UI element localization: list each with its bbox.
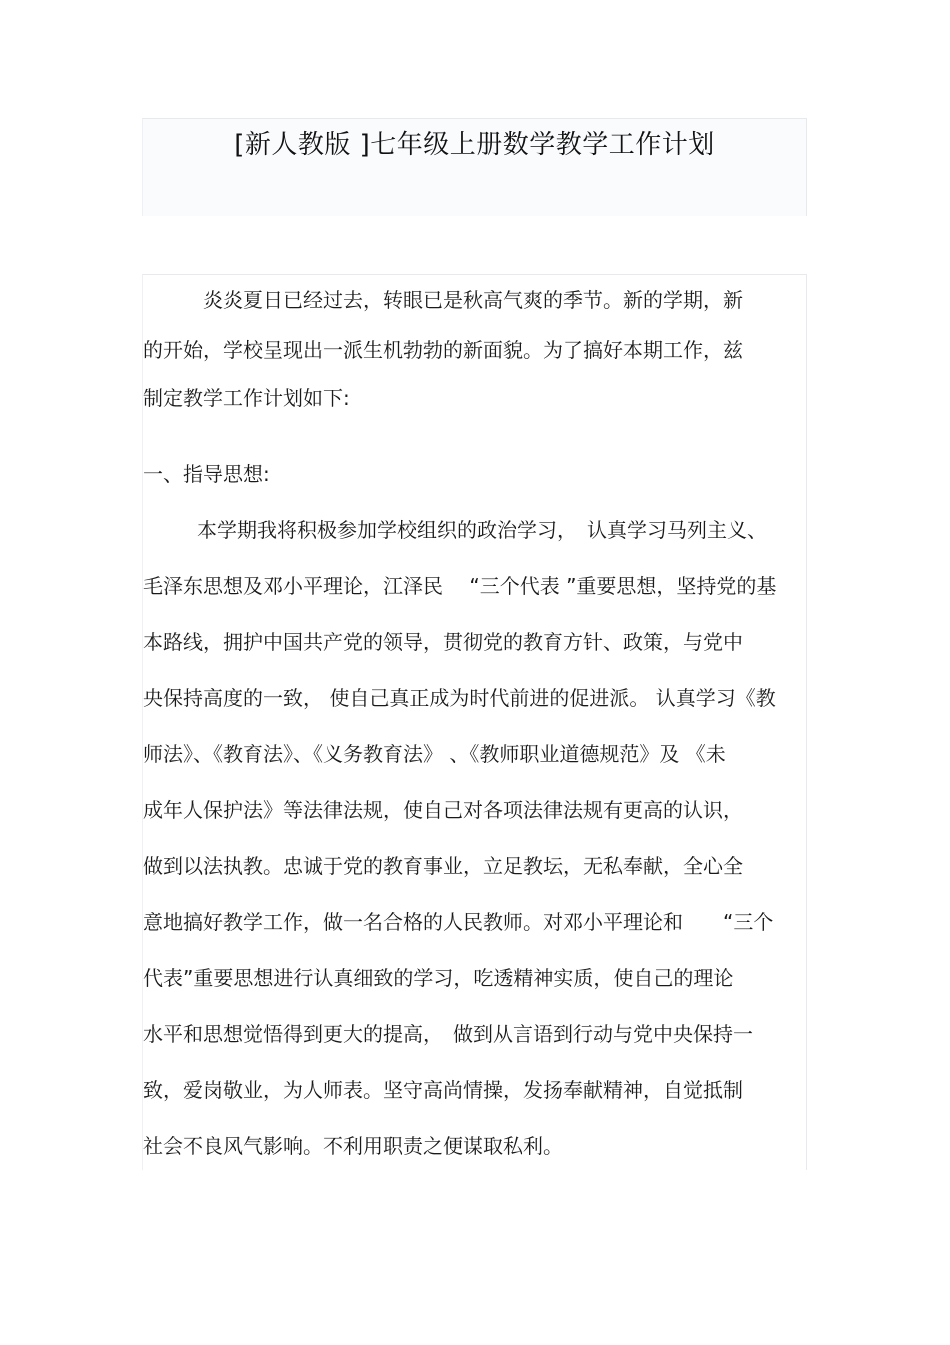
paragraph-line: 毛泽东思想及邓小平理论，江泽民 “三个代表 ”重要思想，坚持党的基 bbox=[143, 574, 777, 598]
paragraph-line: 成年人保护法》等法律法规，使自己对各项法律法规有更高的认识， bbox=[143, 798, 743, 822]
paragraph-line: 水平和思想觉悟得到更大的提高， 做到从言语到行动与党中央保持一 bbox=[143, 1022, 753, 1046]
paragraph-line: 社会不良风气影响。不利用职责之便谋取私利。 bbox=[143, 1134, 563, 1158]
intro-line: 的开始，学校呈现出一派生机勃勃的新面貌。为了搞好本期工作，兹 bbox=[143, 338, 743, 362]
paragraph-line: 本学期我将积极参加学校组织的政治学习， 认真学习马列主义、 bbox=[197, 518, 767, 542]
document-body bbox=[142, 274, 807, 1170]
document-title: [新人教版 ]七年级上册数学教学工作计划 bbox=[234, 130, 715, 160]
paragraph-line: 师法》、《教育法》、《义务教育法》 、《教师职业道德规范》及 《未 bbox=[143, 742, 726, 766]
intro-line: 炎炎夏日已经过去，转眼已是秋高气爽的季节。新的学期，新 bbox=[203, 288, 743, 312]
paragraph-line: 本路线，拥护中国共产党的领导，贯彻党的教育方针、政策，与党中 bbox=[143, 630, 743, 654]
paragraph-line: 致，爱岗敬业，为人师表。坚守高尚情操，发扬奉献精神，自觉抵制 bbox=[143, 1078, 743, 1102]
title-box bbox=[142, 118, 807, 216]
section-heading: 一、指导思想: bbox=[143, 462, 270, 486]
paragraph-line: 代表”重要思想进行认真细致的学习，吃透精神实质，使自己的理论 bbox=[143, 966, 734, 990]
paragraph-line: 央保持高度的一致， 使自己真正成为时代前进的促进派。 认真学习《教 bbox=[143, 686, 776, 710]
paragraph-line: 做到以法执教。忠诚于党的教育事业，立足教坛，无私奉献，全心全 bbox=[143, 854, 743, 878]
paragraph-line: 意地搞好教学工作，做一名合格的人民教师。对邓小平理论和 “三个 bbox=[143, 910, 774, 934]
intro-line: 制定教学工作计划如下: bbox=[143, 386, 350, 410]
